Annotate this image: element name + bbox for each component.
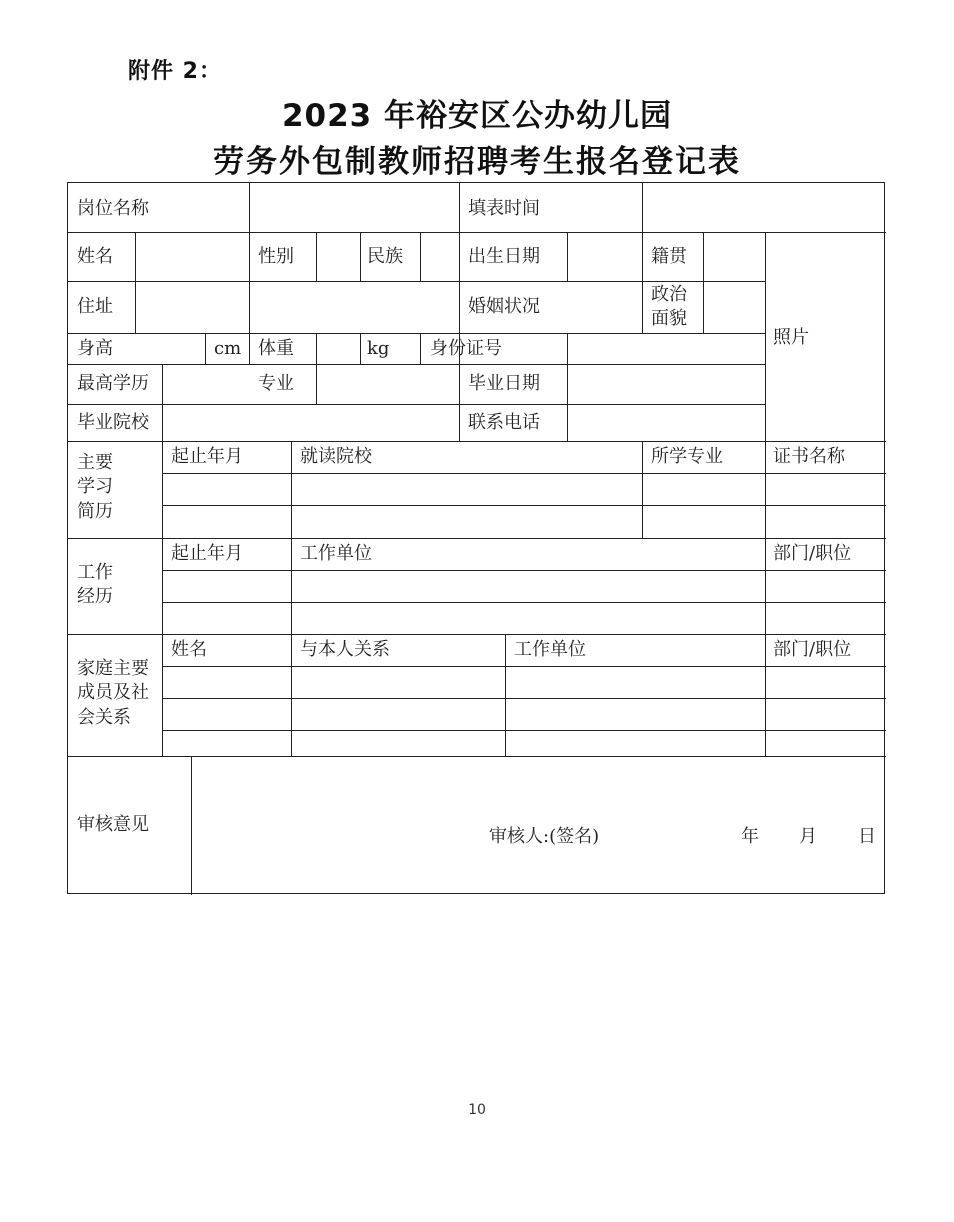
label-position-name: 岗位名称: [77, 198, 149, 219]
work-col-period: 起止年月: [171, 543, 243, 564]
review-month-label: 月: [799, 826, 817, 847]
col-line: [162, 364, 163, 441]
col-line: [642, 441, 643, 538]
row-line: [162, 698, 886, 699]
col-line: [162, 441, 163, 756]
label-review: 审核意见: [77, 814, 149, 835]
label-ethnicity: 民族: [367, 246, 403, 267]
study-col-school: 就读院校: [300, 446, 372, 467]
attachment-label: 附件 2：: [128, 59, 222, 84]
row-line: [68, 281, 765, 282]
row-line: [68, 404, 765, 405]
col-line: [765, 232, 766, 441]
form-title-line2: 劳务外包制教师招聘考生报名登记表: [213, 144, 741, 180]
col-line: [191, 756, 192, 895]
label-id-number: 身份证号: [430, 338, 502, 359]
label-major: 专业: [258, 373, 294, 394]
form-title-line1: 2023 年裕安区公办幼儿园: [281, 98, 673, 134]
review-day-label: 日: [858, 826, 876, 847]
label-work-history: 工作经历: [77, 562, 113, 608]
row-line: [162, 473, 886, 474]
col-line: [765, 441, 766, 756]
col-line: [703, 232, 704, 333]
label-study-history: 主要学习简历: [77, 452, 113, 522]
col-line: [567, 232, 568, 281]
col-line: [505, 634, 506, 756]
row-line: [68, 441, 886, 442]
work-col-dept: 部门/职位: [773, 543, 852, 564]
page-number: 10: [468, 1102, 486, 1118]
label-native-place: 籍贯: [651, 246, 687, 267]
row-line: [162, 570, 886, 571]
row-line: [162, 505, 886, 506]
row-line: [68, 333, 765, 334]
label-graduate-school: 毕业院校: [77, 412, 149, 433]
study-col-major: 所学专业: [651, 446, 723, 467]
label-height: 身高: [77, 338, 113, 359]
col-line: [567, 333, 568, 441]
col-line: [420, 333, 421, 364]
col-line: [316, 232, 317, 281]
row-line: [68, 538, 886, 539]
label-name: 姓名: [77, 246, 113, 267]
height-unit: cm: [214, 338, 242, 359]
label-political-status: 政治面貌: [651, 284, 687, 330]
family-col-dept: 部门/职位: [773, 639, 852, 660]
study-col-period: 起止年月: [171, 446, 243, 467]
col-line: [316, 364, 317, 404]
family-col-employer: 工作单位: [514, 639, 586, 660]
col-line: [420, 232, 421, 281]
family-col-name: 姓名: [171, 639, 207, 660]
col-line: [291, 441, 292, 756]
row-line: [68, 364, 765, 365]
label-education: 最高学历: [77, 373, 149, 394]
col-line: [249, 183, 250, 232]
col-line: [360, 232, 361, 281]
label-graduation-date: 毕业日期: [468, 373, 540, 394]
label-phone: 联系电话: [468, 412, 540, 433]
row-line: [162, 666, 886, 667]
col-line: [316, 333, 317, 364]
work-col-employer: 工作单位: [300, 543, 372, 564]
label-address: 住址: [77, 296, 113, 317]
label-marital-status: 婚姻状况: [468, 296, 540, 317]
label-photo: 照片: [773, 327, 809, 348]
label-family: 家庭主要成员及社会关系: [77, 658, 149, 728]
review-year-label: 年: [741, 826, 759, 847]
label-birth-date: 出生日期: [468, 246, 540, 267]
col-line: [249, 232, 250, 364]
row-line: [162, 602, 886, 603]
label-fill-time: 填表时间: [468, 198, 540, 219]
col-line: [135, 232, 136, 333]
registration-form-table: [67, 182, 885, 894]
row-line: [162, 730, 886, 731]
row-line: [68, 232, 886, 233]
reviewer-signature-label: 审核人:(签名): [489, 826, 600, 847]
col-line: [642, 183, 643, 333]
weight-unit: kg: [367, 338, 390, 359]
col-line: [459, 183, 460, 441]
study-col-certificate: 证书名称: [773, 446, 845, 467]
label-weight: 体重: [258, 338, 294, 359]
family-col-relation: 与本人关系: [300, 639, 390, 660]
col-line: [360, 333, 361, 364]
col-line: [205, 333, 206, 364]
label-gender: 性别: [258, 246, 294, 267]
row-line: [68, 634, 886, 635]
